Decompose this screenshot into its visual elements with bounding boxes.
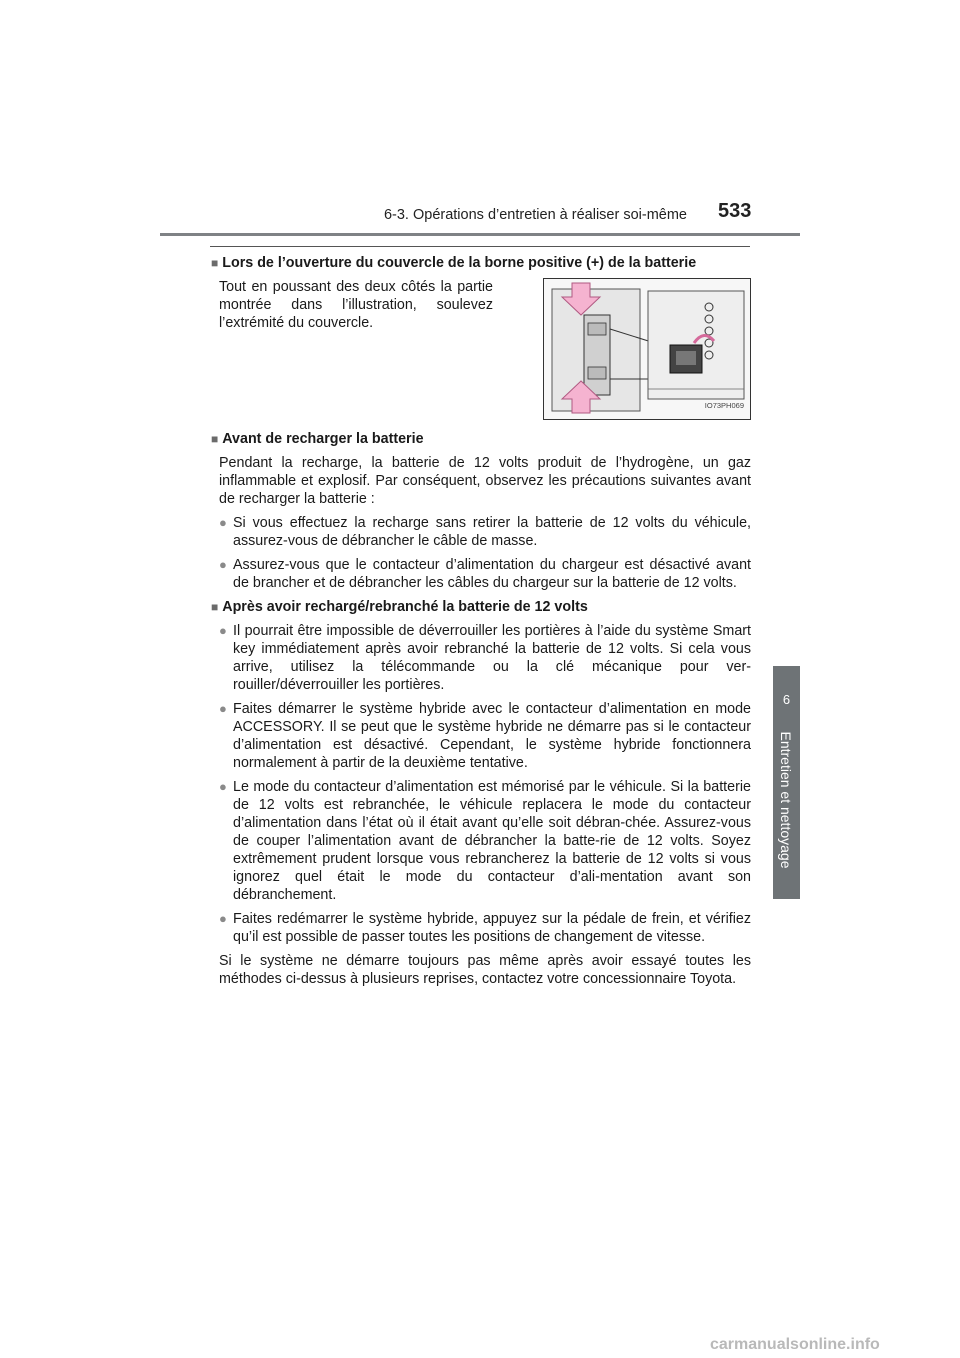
bullet-dot-icon: ●: [219, 701, 227, 716]
top-rule: [210, 246, 750, 247]
section-heading: [211, 598, 751, 616]
section1-row: [211, 278, 751, 420]
list-item: ● Il pourrait être impossible de déverrouiller les portières à l’aide du système Smart key immédiatement après avoir rebranché la batterie de 12 volts. Si cela vous arrive, utilisez la télécommande ou la clé mécanique pour ver-rouiller/déverrouiller les portières.: [219, 623, 751, 693]
list-item: ● Assurez-vous que le contacteur d’alimentation du chargeur est désactivé avant de brancher et de débrancher les câbles du chargeur sur la batterie de 12 volts.: [219, 557, 751, 591]
section3: [211, 598, 751, 988]
section1-text: Tout en poussant des deux côtés la partie montrée dans l’illustration, soulevez l’extrémité du couvercle.: [219, 279, 493, 331]
list-item: ● Le mode du contacteur d’alimentation est mémorisé par le véhicule. Si la batterie de 12 volts est rebranchée, le véhicule replacera le mode du contacteur d’alimentation dans l’état où il était avant qu’elle soit débran-chée. Assurez-vous de couper l’alimentation avant de débrancher la batte-rie de 12 volts. Soyez extrêmement prudent lorsque vous rebrancherez la batterie de 12 volts si vous ignorez quel était le mode du contacteur d’ali-mentation avant son débranchement.: [219, 779, 751, 903]
closing-text: Si le système ne démarre toujours pas même après avoir essayé toutes les méthodes ci-dessus à plusieurs reprises, contactez votre concessionnaire Toyota.: [219, 953, 751, 987]
header-rule: [160, 233, 800, 236]
battery-terminal-illustration: [543, 278, 751, 420]
section2-text: Pendant la recharge, la batterie de 12 volts produit de l’hydrogène, un gaz inflammable et explosif. Par conséquent, observez les précautions suivantes avant de recharger la batterie :: [219, 455, 751, 507]
watermark-link[interactable]: carmanualsonline.info: [710, 1336, 880, 1353]
section2-heading: Avant de recharger la batterie: [222, 431, 424, 447]
bullet-dot-icon: ●: [219, 557, 227, 572]
square-bullet-icon: ■: [211, 600, 219, 614]
section3-heading: Après avoir rechargé/rebranché la batterie de 12 volts: [222, 599, 588, 615]
bullet-dot-icon: ●: [219, 623, 227, 638]
list-item: ● Faites redémarrer le système hybride, appuyez sur la pédale de frein, et vérifiez qu’il est possible de passer toutes les positions de changement de vitesse.: [219, 911, 751, 945]
section1-heading: Lors de l’ouverture du couvercle de la borne positive (+) de la batterie: [222, 255, 697, 271]
list-item: ● Si vous effectuez la recharge sans retirer la batterie de 12 volts du véhicule, assurez-vous de débrancher le câble de masse.: [219, 515, 751, 549]
bullet-dot-icon: ●: [219, 779, 227, 794]
header-section-title: 6-3. Opérations d’entretien à réaliser soi-même: [383, 207, 687, 223]
page-content: [211, 254, 751, 988]
section-heading: [211, 430, 751, 448]
page-number: 533: [718, 200, 752, 222]
section-heading: [211, 254, 751, 272]
figure-code: IO73PH069: [704, 401, 744, 410]
list-item: ● Faites démarrer le système hybride avec le contacteur d’alimentation en mode ACCESSORY. Il se peut que le système hybride ne démarre pas si le contacteur d’alimentation est désactivé. Cependant, le système hybride fonctionnera normalement à partir de la deuxième tentative.: [219, 701, 751, 771]
side-tab-number: 6: [782, 692, 791, 707]
bullet-dot-icon: ●: [219, 515, 227, 530]
square-bullet-icon: ■: [211, 432, 219, 446]
side-tab-label: Entretien et nettoyage: [778, 731, 794, 869]
bullet-dot-icon: ●: [219, 911, 227, 926]
section2: [211, 430, 751, 592]
square-bullet-icon: ■: [211, 256, 219, 270]
